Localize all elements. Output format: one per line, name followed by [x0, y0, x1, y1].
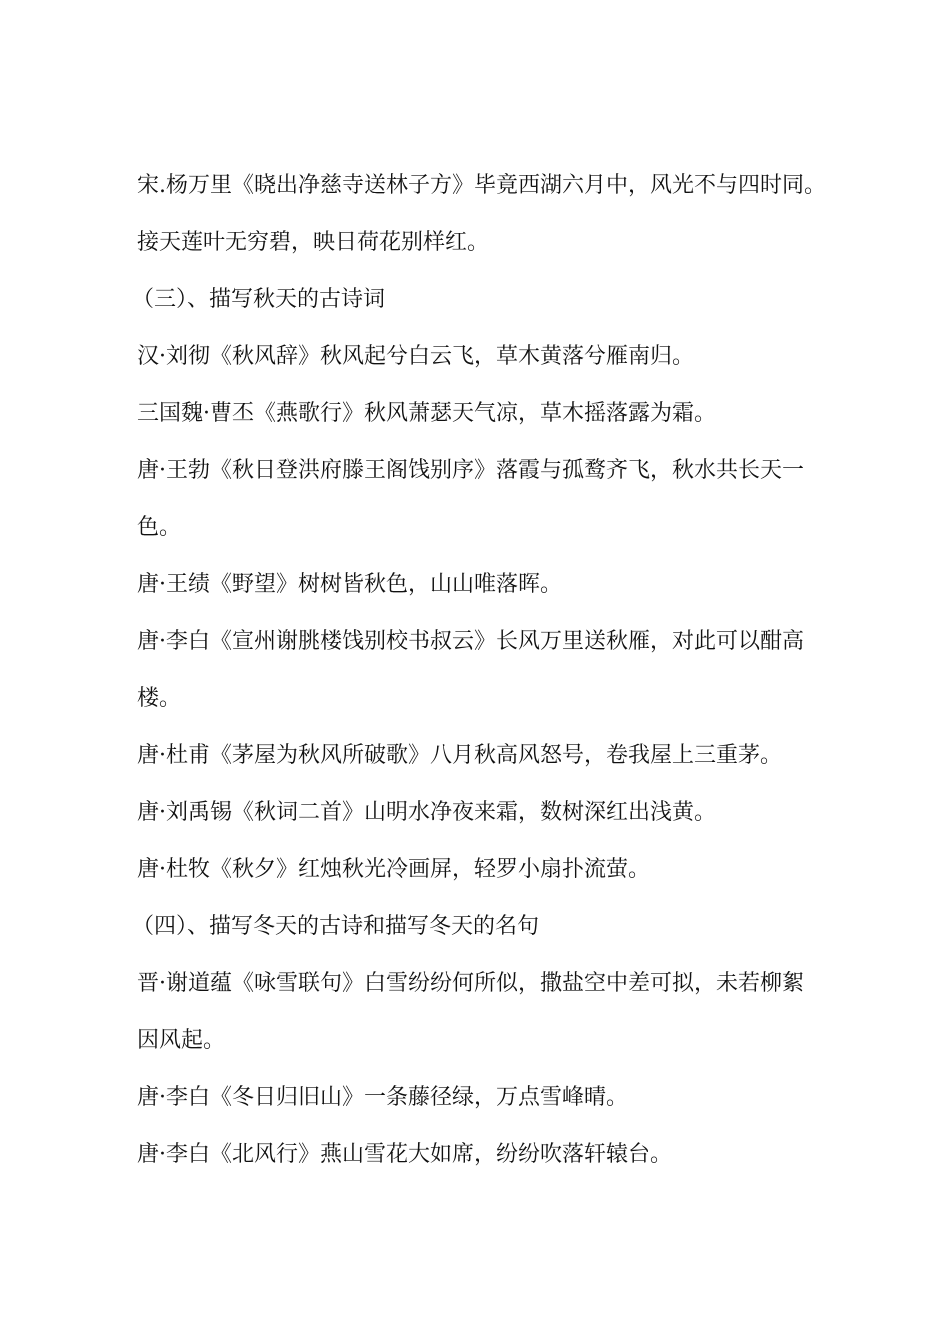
text-line: 唐·杜牧《秋夕》红烛秋光冷画屏，轻罗小扇扑流萤。 [137, 857, 650, 882]
text-line: 唐·杜甫《茅屋为秋风所破歌》八月秋高风怒号，卷我屋上三重茅。 [137, 743, 782, 768]
text-line: 楼。 [137, 686, 182, 711]
text-line: 唐·刘禹锡《秋词二首》山明水净夜来霜，数树深红出浅黄。 [137, 800, 716, 825]
text-line: 唐·李白《宣州谢朓楼饯别校书叔云》长风万里送秋雁，对此可以酣高 [137, 629, 804, 654]
text-line: 唐·王勃《秋日登洪府滕王阁饯别序》落霞与孤鹜齐飞，秋水共长天一 [137, 458, 804, 483]
text-line: 因风起。 [137, 1028, 226, 1053]
text-line: 色。 [137, 515, 182, 540]
text-line: 唐·王绩《野望》树树皆秋色，山山唯落晖。 [137, 572, 562, 597]
section-heading-winter: （四）、描写冬天的古诗和描写冬天的名句 [132, 914, 540, 939]
text-line: 唐·李白《冬日归旧山》一条藤径绿，万点雪峰晴。 [137, 1085, 628, 1110]
text-line: 接天莲叶无穷碧，映日荷花别样红。 [137, 230, 490, 255]
text-line: 三国魏·曹丕《燕歌行》秋风萧瑟天气凉，草木摇落露为霜。 [137, 401, 716, 426]
text-line: 宋.杨万里《晓出净慈寺送林子方》毕竟西湖六月中，风光不与四时同。 [137, 173, 826, 198]
section-heading-autumn: （三）、描写秋天的古诗词 [132, 287, 386, 312]
text-line: 唐·李白《北风行》燕山雪花大如席，纷纷吹落轩辕台。 [137, 1142, 672, 1167]
text-line: 晋·谢道蕴《咏雪联句》白雪纷纷何所似，撒盐空中差可拟，未若柳絮 [137, 971, 804, 996]
text-line: 汉·刘彻《秋风辞》秋风起兮白云飞，草木黄落兮雁南归。 [137, 344, 694, 369]
